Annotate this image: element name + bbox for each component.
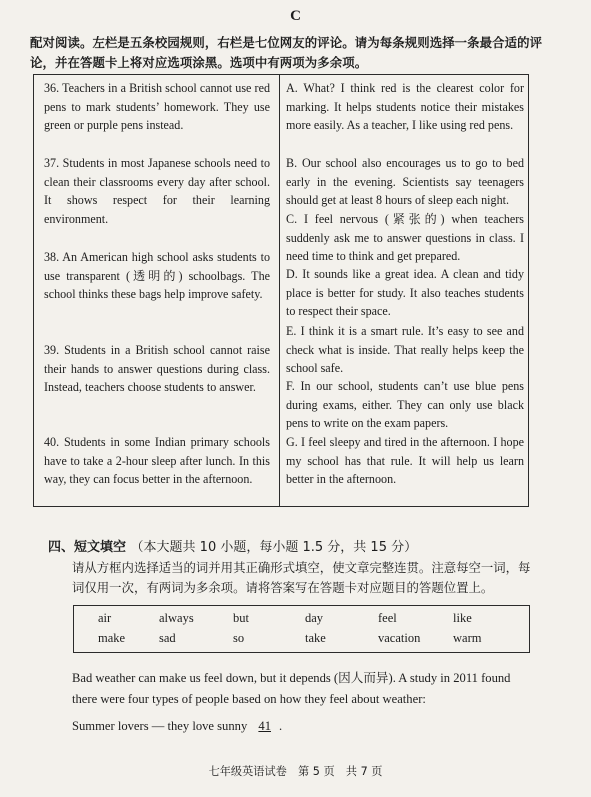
option-c	[286, 210, 524, 266]
option-label: D.	[286, 267, 298, 281]
rule-39	[44, 341, 270, 397]
option-a	[286, 79, 524, 135]
word-bank-item: vacation	[378, 631, 421, 645]
option-text: I think it is a smart rule. It’s easy to see and check what is inside. That really helps keep the school safe.	[286, 324, 524, 376]
word-bank-item: air	[98, 611, 112, 625]
rule-40	[44, 433, 270, 489]
word-bank-item: so	[233, 631, 245, 645]
option-e	[286, 322, 524, 378]
option-text: I feel sleepy and tired in the afternoon. I hope my school has that rule. It will help us learn better in the afternoon.	[286, 435, 524, 487]
word-bank-item: sad	[159, 631, 176, 645]
column-divider	[279, 75, 280, 506]
rule-text: Students in most Japanese schools need to clean their classrooms every day after school. It shows respect for their learning environment.	[44, 156, 270, 226]
option-label: B.	[286, 156, 298, 170]
page-footer: 七年级英语试卷 第 5 页 共 7 页	[208, 765, 383, 778]
passage-line: Summer lovers — they love sunny	[72, 719, 248, 733]
option-text: What? I think red is the clearest color for marking. It helps students notice their mistakes more easily. As a teacher, I like using red pens.	[286, 81, 524, 133]
rule-number: 40.	[44, 435, 60, 449]
rule-36	[44, 79, 270, 135]
rule-text: Teachers in a British school cannot use red pens to mark students’ homework. They use green or purple pens instead.	[44, 81, 270, 133]
option-text: In our school, students can’t use blue pens during exams, either. They can only use black pens to write on the exam papers.	[286, 379, 524, 431]
part-four-instructions: 请从方框内选择适当的词并用其正确形式填空，使文章完整连贯。注意每空一词，每词仅用一次，有两词为多余项。请将答案写在答题卡对应题目的答题位置上。	[72, 560, 531, 595]
passage-paragraph	[72, 716, 532, 737]
word-bank-item: like	[453, 611, 472, 625]
option-label: A.	[286, 81, 298, 95]
option-label: F.	[286, 379, 295, 393]
option-label: G.	[286, 435, 298, 449]
matching-table	[33, 74, 529, 507]
word-bank-item: always	[159, 611, 194, 625]
rule-number: 36.	[44, 81, 60, 95]
passage-line: Bad weather can make us feel down, but it depends (因人而异). A study in 2011 found there were four types of people based on how they feel about weather:	[72, 671, 511, 706]
rule-38	[44, 248, 270, 304]
section-instructions: 配对阅读。左栏是五条校园规则，右栏是七位网友的评论。请为每条规则选择一条最合适的评论，并在答题卡上将对应选项涂黑。选项中有两项为多余项。	[30, 35, 543, 70]
part-four-heading	[48, 536, 417, 555]
rule-number: 37.	[44, 156, 60, 170]
word-bank-item: but	[233, 611, 249, 625]
part-four-score-note: （本大题共 10 小题，每小题 1.5 分，共 15 分）	[130, 540, 418, 555]
rule-text: Students in a British school cannot raise their hands to answer questions during class. Instead, teachers choose students to answer.	[44, 343, 270, 395]
rule-text: Students in some Indian primary schools have to take a 2-hour sleep after lunch. In this way, they can focus better in the afternoon.	[44, 435, 270, 487]
option-f	[286, 377, 524, 433]
option-text: Our school also encourages us to go to bed early in the evening. Scientists say teenagers should get at least 8 hours of sleep each night.	[286, 156, 524, 208]
word-bank-item: take	[305, 631, 326, 645]
word-bank-item: make	[98, 631, 126, 645]
passage-punctuation: .	[279, 719, 283, 733]
passage	[72, 668, 532, 737]
rule-text: An American high school asks students to use transparent (透明的) schoolbags. The school thinks these bags help improve safety.	[44, 250, 271, 302]
word-bank-item: feel	[378, 611, 397, 625]
option-label: E.	[286, 324, 297, 338]
blank-41: 41	[258, 719, 271, 733]
option-text: It sounds like a great idea. A clean and tidy place is better for study. It also teaches students to respect their space.	[286, 267, 524, 319]
section-letter: C	[290, 8, 301, 24]
option-d	[286, 265, 524, 321]
rule-number: 39.	[44, 343, 60, 357]
option-text: I feel nervous (紧张的) when teachers suddenly ask me to answer questions in class. I need time to think and get prepared.	[286, 212, 524, 264]
option-label: C.	[286, 212, 298, 226]
part-four-title: 四、短文填空	[48, 540, 127, 555]
rule-number: 38.	[44, 250, 60, 264]
word-bank-box	[73, 605, 530, 653]
word-bank-item: warm	[453, 631, 482, 645]
rule-37	[44, 154, 270, 228]
option-g	[286, 433, 524, 489]
option-b	[286, 154, 524, 210]
passage-paragraph	[72, 668, 532, 710]
word-bank-item: day	[305, 611, 324, 625]
